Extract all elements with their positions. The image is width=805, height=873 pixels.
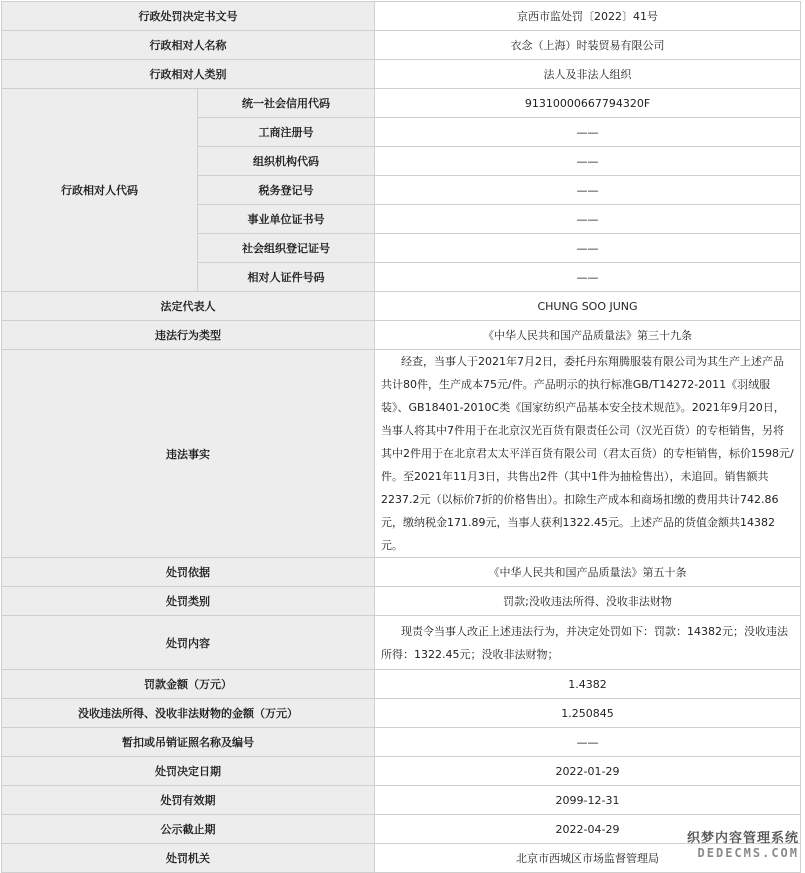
doc-no-value: 京西市监处罚〔2022〕41号 — [375, 2, 801, 31]
legal-rep-value: CHUNG SOO JUNG — [375, 292, 801, 321]
row-valid-until — [2, 786, 801, 815]
party-name-value: 衣念（上海）时装贸易有限公司 — [375, 31, 801, 60]
row-decision-date — [2, 757, 801, 786]
party-type-label: 行政相对人类别 — [2, 60, 375, 89]
row-credit-code — [2, 89, 801, 118]
row-content — [2, 616, 801, 670]
fine-value: 1.4382 — [375, 670, 801, 699]
content-value — [375, 616, 801, 670]
valid-until-label: 处罚有效期 — [2, 786, 375, 815]
row-fine — [2, 670, 801, 699]
decision-date-value: 2022-01-29 — [375, 757, 801, 786]
business-reg-no-value: —— — [375, 118, 801, 147]
penalty-info-table — [1, 1, 801, 873]
row-legal-rep — [2, 292, 801, 321]
row-basis — [2, 558, 801, 587]
row-violation-type — [2, 321, 801, 350]
business-reg-no-label: 工商注册号 — [198, 118, 375, 147]
org-code-value: —— — [375, 147, 801, 176]
violation-type-label: 违法行为类型 — [2, 321, 375, 350]
watermark-line2: DEDECMS.COM — [697, 846, 799, 860]
org-code-label: 组织机构代码 — [198, 147, 375, 176]
legal-rep-label: 法定代表人 — [2, 292, 375, 321]
valid-until-value: 2099-12-31 — [375, 786, 801, 815]
row-party-name — [2, 31, 801, 60]
row-doc-no — [2, 2, 801, 31]
party-codes-label: 行政相对人代码 — [2, 89, 198, 292]
basis-label: 处罚依据 — [2, 558, 375, 587]
tax-reg-no-label: 税务登记号 — [198, 176, 375, 205]
content-label: 处罚内容 — [2, 616, 375, 670]
credit-code-label: 统一社会信用代码 — [198, 89, 375, 118]
institution-cert-no-label: 事业单位证书号 — [198, 205, 375, 234]
license-label: 暂扣或吊销证照名称及编号 — [2, 728, 375, 757]
row-publish-end — [2, 815, 801, 844]
doc-no-label: 行政处罚决定书文号 — [2, 2, 375, 31]
decision-date-label: 处罚决定日期 — [2, 757, 375, 786]
credit-code-value: 91310000667794320F — [375, 89, 801, 118]
violation-type-value: 《中华人民共和国产品质量法》第三十九条 — [375, 321, 801, 350]
category-label: 处罚类别 — [2, 587, 375, 616]
institution-cert-no-value: —— — [375, 205, 801, 234]
publish-end-value: 2022-04-29 — [375, 815, 801, 844]
id-no-value: —— — [375, 263, 801, 292]
social-org-no-label: 社会组织登记证号 — [198, 234, 375, 263]
social-org-no-value: —— — [375, 234, 801, 263]
basis-value: 《中华人民共和国产品质量法》第五十条 — [375, 558, 801, 587]
party-name-label: 行政相对人名称 — [2, 31, 375, 60]
row-party-type — [2, 60, 801, 89]
facts-label: 违法事实 — [2, 350, 375, 558]
id-no-label: 相对人证件号码 — [198, 263, 375, 292]
watermark-line1: 织梦内容管理系统 — [686, 831, 799, 846]
facts-value — [375, 350, 801, 558]
row-confiscation — [2, 699, 801, 728]
tax-reg-no-value: —— — [375, 176, 801, 205]
row-category — [2, 587, 801, 616]
row-license — [2, 728, 801, 757]
row-facts — [2, 350, 801, 558]
confiscation-value: 1.250845 — [375, 699, 801, 728]
authority-label: 处罚机关 — [2, 844, 375, 873]
publish-end-label: 公示截止期 — [2, 815, 375, 844]
content-text: 现责令当事人改正上述违法行为，并决定处罚如下：罚款：14382元；没收违法所得：1322.45元；没收非法财物； — [381, 624, 788, 661]
authority-value: 北京市西城区市场监督管理局 — [375, 844, 801, 873]
party-type-value: 法人及非法人组织 — [375, 60, 801, 89]
watermark — [687, 832, 799, 860]
category-value: 罚款;没收违法所得、没收非法财物 — [375, 587, 801, 616]
license-value: —— — [375, 728, 801, 757]
row-authority — [2, 844, 801, 873]
fine-label: 罚款金额（万元） — [2, 670, 375, 699]
confiscation-label: 没收违法所得、没收非法财物的金额（万元） — [2, 699, 375, 728]
facts-text: 经查，当事人于2021年7月2日，委托丹东翔腾服装有限公司为其生产上述产品共计80件，生产成本75元/件。产品明示的执行标准GB/T14272-2011《羽绒服装》、GB18401-2010C类《国家纺织产品基本安全技术规范》。2021年9月20日，当事人将其中7件用于在北京汉光百货有限责任公司（汉光百货）的专柜销售，另将其中2件用于在北京君太太平洋百货有限公司（君太百货）的专柜销售，标价1598元/件。至2021年11月3日，共售出2件（其中1件为抽检售出），未追回。销售额共2237.2元（以标价7折的价格售出）。扣除生产成本和商场扣缴的费用共计742.86元，缴纳税金171.89元，当事人获利1322.45元。上述产品的货值金额共14382元。 — [381, 355, 794, 552]
